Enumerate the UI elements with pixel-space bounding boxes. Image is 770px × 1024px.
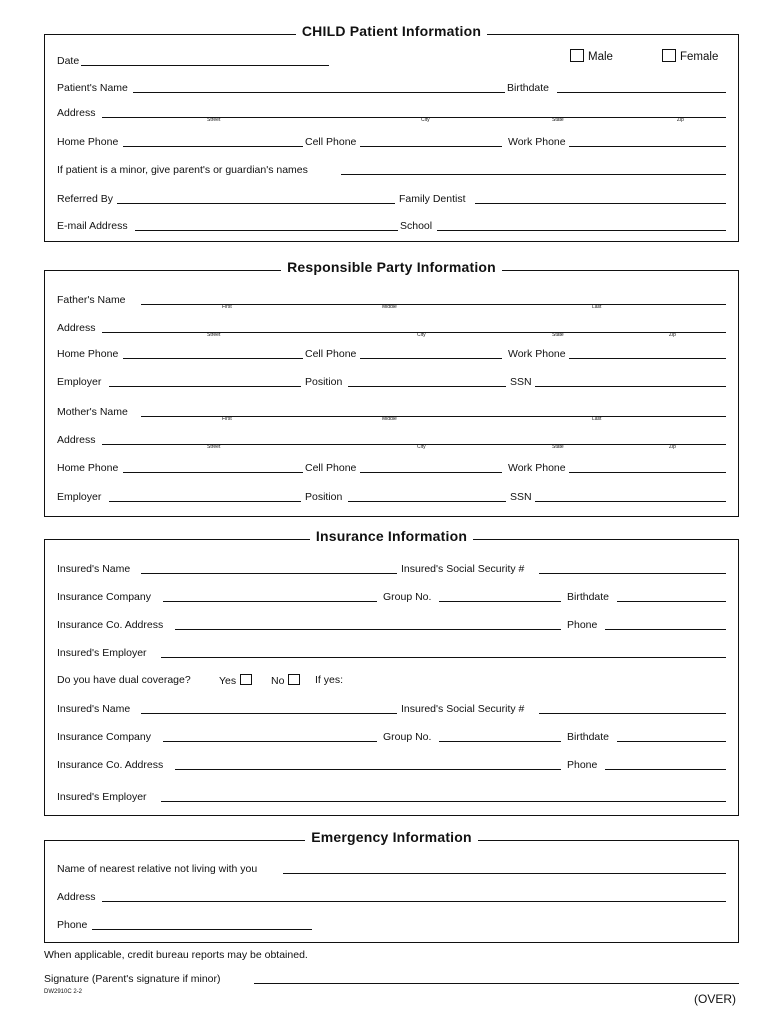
- email-label: E-mail Address: [57, 220, 128, 232]
- row-father-address: [57, 322, 726, 336]
- family-dentist-field[interactable]: [475, 193, 726, 204]
- row-emergency-address: [57, 891, 726, 905]
- insured-employer-field[interactable]: [161, 647, 726, 658]
- street-sublabel: Street: [207, 444, 221, 450]
- mother-work-phone-field[interactable]: [569, 462, 726, 473]
- if-yes-label: If yes:: [315, 674, 344, 686]
- row-phones: [57, 136, 726, 150]
- state-sublabel: State: [552, 332, 564, 338]
- row-father-name: [57, 294, 726, 308]
- form-code: DW2910C 2-2: [44, 989, 83, 995]
- group-no-field[interactable]: [439, 591, 561, 602]
- first-sublabel: First: [222, 416, 232, 422]
- mother-name-label: Mother's Name: [57, 406, 128, 418]
- phone-label: Phone: [567, 619, 598, 631]
- birthdate-field[interactable]: [557, 82, 726, 93]
- child-patient-section: [44, 23, 739, 242]
- co2-phone-field[interactable]: [605, 759, 726, 770]
- insured-birthdate-field[interactable]: [617, 591, 726, 602]
- zip-sublabel: Zip: [677, 117, 684, 123]
- referred-by-label: Referred By: [57, 193, 114, 205]
- group2-no-field[interactable]: [439, 731, 561, 742]
- signature-field[interactable]: [254, 973, 739, 984]
- insurance-company-label: Insurance Company: [57, 731, 151, 743]
- father-ssn-field[interactable]: [535, 376, 726, 387]
- co-address-field[interactable]: [175, 619, 561, 630]
- emergency-section-title: Emergency Information: [305, 829, 478, 845]
- birthdate-label: Birthdate: [507, 82, 550, 94]
- cell-phone-field[interactable]: [360, 136, 502, 147]
- last-sublabel: Last: [592, 416, 602, 422]
- row-patient-name: [57, 82, 726, 96]
- row-insured-employer: [57, 647, 726, 661]
- dual-coverage-question: Do you have dual coverage?: [57, 674, 191, 686]
- position-label: Position: [305, 376, 343, 388]
- street-sublabel: Street: [207, 117, 221, 123]
- row-mother-phones: [57, 462, 726, 476]
- emergency-title-wrap: [45, 829, 738, 845]
- ssn-label: SSN: [510, 376, 532, 388]
- row-insured-name: [57, 563, 726, 577]
- insurance-title-wrap: [45, 528, 738, 544]
- work-phone-field[interactable]: [569, 136, 726, 147]
- emergency-address-field[interactable]: [102, 891, 726, 902]
- date-label: Date: [57, 55, 80, 67]
- school-label: School: [400, 220, 433, 232]
- mother-address-field[interactable]: [102, 434, 726, 445]
- city-sublabel: City: [417, 444, 426, 450]
- row-referred: [57, 193, 726, 207]
- insured-ssn-label: Insured's Social Security #: [401, 563, 525, 575]
- work-phone-label: Work Phone: [508, 462, 566, 474]
- no-checkbox[interactable]: [288, 674, 300, 685]
- responsible-title-wrap: [45, 259, 738, 275]
- father-position-field[interactable]: [348, 376, 506, 387]
- insurance-section-title: Insurance Information: [310, 528, 473, 544]
- male-option[interactable]: [570, 49, 613, 63]
- patient-name-label: Patient's Name: [57, 82, 128, 94]
- no-label: No: [271, 675, 285, 687]
- insured-name-label: Insured's Name: [57, 563, 131, 575]
- father-address-field[interactable]: [102, 322, 726, 333]
- mother-home-phone-field[interactable]: [123, 462, 303, 473]
- insurance-company-field[interactable]: [163, 591, 377, 602]
- address-label: Address: [57, 107, 96, 119]
- row-insurance-address: [57, 619, 726, 633]
- cell-phone-label: Cell Phone: [305, 348, 357, 360]
- emergency-section: [44, 829, 739, 943]
- state-sublabel: State: [552, 117, 564, 123]
- guardian-label: If patient is a minor, give parent's or guardian's names: [57, 164, 308, 176]
- responsible-section-title: Responsible Party Information: [281, 259, 502, 275]
- female-label: Female: [680, 51, 719, 63]
- signature-label: Signature (Parent's signature if minor): [44, 973, 221, 985]
- street-sublabel: Street: [207, 332, 221, 338]
- patient-name-field[interactable]: [133, 82, 505, 93]
- co-address-label: Insurance Co. Address: [57, 619, 164, 631]
- insurance2-company-field[interactable]: [163, 731, 377, 742]
- yes-checkbox[interactable]: [240, 674, 252, 685]
- row-father-employer: [57, 376, 726, 390]
- over-label: (OVER): [694, 992, 736, 1006]
- row-insured2-name: [57, 703, 726, 717]
- insured-name-label: Insured's Name: [57, 703, 131, 715]
- phone-label: Phone: [567, 759, 598, 771]
- co2-address-field[interactable]: [175, 759, 561, 770]
- cell-phone-label: Cell Phone: [305, 462, 357, 474]
- row-address: [57, 107, 726, 121]
- insurance-company-label: Insurance Company: [57, 591, 151, 603]
- home-phone-field[interactable]: [123, 136, 303, 147]
- insurance-section: [44, 528, 739, 816]
- date-field[interactable]: [81, 55, 329, 66]
- child-section-title: CHILD Patient Information: [296, 23, 487, 39]
- row-date: [57, 51, 726, 69]
- row-relative: [57, 863, 726, 877]
- position-label: Position: [305, 491, 343, 503]
- birthdate-label: Birthdate: [567, 591, 610, 603]
- birthdate-label: Birthdate: [567, 731, 610, 743]
- home-phone-label: Home Phone: [57, 136, 119, 148]
- insured-ssn-label: Insured's Social Security #: [401, 703, 525, 715]
- insured-employer-label: Insured's Employer: [57, 791, 147, 803]
- state-sublabel: State: [552, 444, 564, 450]
- home-phone-label: Home Phone: [57, 348, 119, 360]
- child-section-title-wrap: [45, 23, 738, 39]
- emergency-phone-field[interactable]: [92, 919, 312, 930]
- relative-label: Name of nearest relative not living with you: [57, 863, 258, 875]
- father-cell-phone-field[interactable]: [360, 348, 502, 359]
- work-phone-label: Work Phone: [508, 348, 566, 360]
- address-field[interactable]: [102, 107, 726, 118]
- insured-employer-label: Insured's Employer: [57, 647, 147, 659]
- last-sublabel: Last: [592, 304, 602, 310]
- emergency-phone-label: Phone: [57, 919, 88, 931]
- group-no-label: Group No.: [383, 591, 432, 603]
- mother-address-label: Address: [57, 434, 96, 446]
- cell-phone-label: Cell Phone: [305, 136, 357, 148]
- school-field[interactable]: [437, 220, 726, 231]
- dual-yes-option[interactable]: [219, 674, 254, 687]
- row-email: [57, 220, 726, 234]
- co-address-label: Insurance Co. Address: [57, 759, 164, 771]
- father-work-phone-field[interactable]: [569, 348, 726, 359]
- male-label: Male: [588, 51, 613, 63]
- row-insurance2-address: [57, 759, 726, 773]
- row-mother-address: [57, 434, 726, 448]
- mother-employer-field[interactable]: [109, 491, 301, 502]
- mother-position-field[interactable]: [348, 491, 506, 502]
- credit-note: When applicable, credit bureau reports may be obtained.: [44, 949, 308, 961]
- row-insured2-employer: [57, 791, 726, 805]
- employer-label: Employer: [57, 376, 102, 388]
- referred-by-field[interactable]: [117, 193, 395, 204]
- mother-cell-phone-field[interactable]: [360, 462, 502, 473]
- row-mother-employer: [57, 491, 726, 505]
- city-sublabel: City: [421, 117, 430, 123]
- male-checkbox[interactable]: [570, 49, 584, 62]
- emergency-address-label: Address: [57, 891, 96, 903]
- relative-field[interactable]: [283, 863, 726, 874]
- co-phone-field[interactable]: [605, 619, 726, 630]
- email-field[interactable]: [135, 220, 398, 231]
- insured2-birthdate-field[interactable]: [617, 731, 726, 742]
- row-father-phones: [57, 348, 726, 362]
- signature-row: [44, 973, 739, 987]
- row-guardian: [57, 164, 726, 178]
- female-checkbox[interactable]: [662, 49, 676, 62]
- row-insurance2-company: [57, 731, 726, 745]
- first-sublabel: First: [222, 304, 232, 310]
- father-employer-field[interactable]: [109, 376, 301, 387]
- dual-no-option[interactable]: [271, 674, 302, 687]
- row-emergency-phone: [57, 919, 726, 933]
- insured2-name-field[interactable]: [141, 703, 397, 714]
- insured2-ssn-field[interactable]: [539, 703, 726, 714]
- middle-sublabel: Middle: [382, 304, 397, 310]
- row-dual-coverage: [57, 674, 726, 688]
- responsible-party-section: [44, 259, 739, 517]
- guardian-field[interactable]: [341, 164, 726, 175]
- family-dentist-label: Family Dentist: [399, 193, 466, 205]
- employer-label: Employer: [57, 491, 102, 503]
- mother-ssn-field[interactable]: [535, 491, 726, 502]
- work-phone-label: Work Phone: [508, 136, 566, 148]
- home-phone-label: Home Phone: [57, 462, 119, 474]
- zip-sublabel: Zip: [669, 332, 676, 338]
- insured-name-field[interactable]: [141, 563, 397, 574]
- female-option[interactable]: [662, 49, 718, 63]
- zip-sublabel: Zip: [669, 444, 676, 450]
- yes-label: Yes: [219, 675, 237, 687]
- row-insurance-company: [57, 591, 726, 605]
- insured2-employer-field[interactable]: [161, 791, 726, 802]
- middle-sublabel: Middle: [382, 416, 397, 422]
- ssn-label: SSN: [510, 491, 532, 503]
- father-home-phone-field[interactable]: [123, 348, 303, 359]
- group-no-label: Group No.: [383, 731, 432, 743]
- father-address-label: Address: [57, 322, 96, 334]
- row-mother-name: [57, 406, 726, 420]
- insured-ssn-field[interactable]: [539, 563, 726, 574]
- father-name-label: Father's Name: [57, 294, 126, 306]
- city-sublabel: City: [417, 332, 426, 338]
